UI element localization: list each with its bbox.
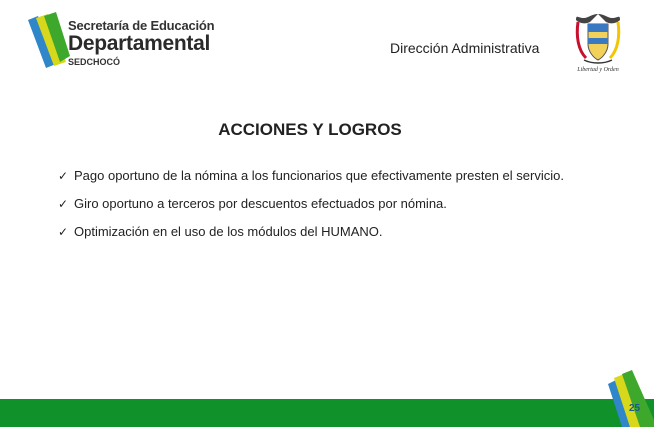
list-item [58, 223, 598, 241]
checkmark-icon: ✓ [58, 169, 69, 183]
corner-stripes-icon [608, 370, 654, 427]
page-number: 25 [629, 403, 641, 414]
achievements-list [58, 167, 598, 241]
slide-title: ACCIONES Y LOGROS [218, 120, 402, 139]
list-item [58, 195, 598, 213]
list-item-text: Optimización en el uso de los módulos del HUMANO. [74, 224, 383, 239]
list-item-text: Pago oportuno de la nómina a los funcionarios que efectivamente presten el servicio. [74, 168, 564, 183]
list-item-text: Giro oportuno a terceros por descuentos efectuados por nómina. [74, 196, 447, 211]
logo-text-secretaria: Secretaría de Educación [68, 18, 215, 33]
coat-of-arms-caption: Libertad y Orden [577, 67, 619, 73]
coat-of-arms [574, 12, 622, 78]
logo-text-departamental: Departamental [68, 32, 210, 55]
footer-bar [0, 399, 654, 427]
department-name: Dirección Administrativa [390, 40, 540, 56]
list-item [58, 167, 598, 185]
checkmark-icon: ✓ [58, 225, 69, 239]
logo-stripes-icon [26, 12, 70, 72]
checkmark-icon: ✓ [58, 197, 69, 211]
secretaria-logo [26, 12, 216, 72]
coat-of-arms-icon [574, 12, 622, 68]
logo-text-sedchoco: SEDCHOCÓ [68, 57, 121, 67]
